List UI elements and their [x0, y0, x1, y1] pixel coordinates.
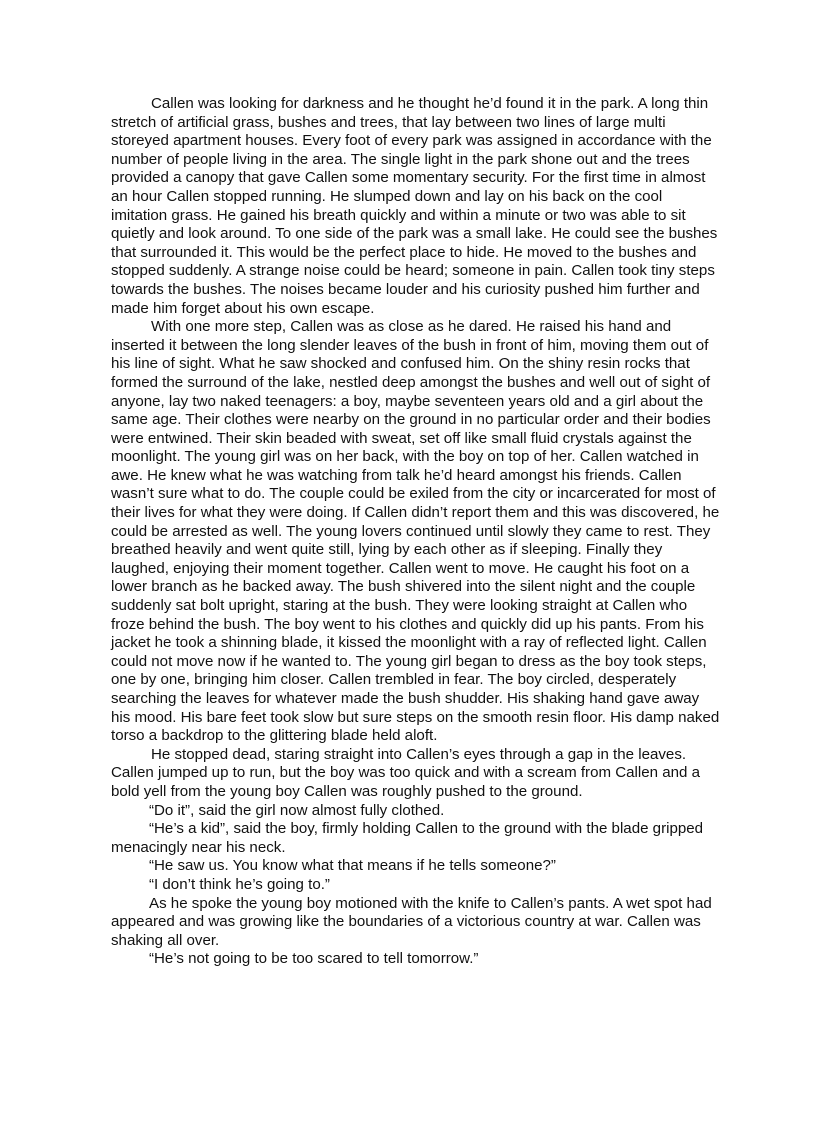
dialogue-line: “He’s a kid”, said the boy, firmly holding Callen to the ground with the blade gripped menacingly near his neck.: [111, 820, 704, 856]
dialogue-line: “He saw us. You know what that means if he tells someone?”: [149, 857, 556, 875]
paragraph-knife: As he spoke the young boy motioned with the knife to Callen’s pants. A wet spot had appeared and was growing like the boundaries of a victorious country at war. Callen was shaking all over.: [111, 894, 712, 949]
dialogue-line: “I don’t think he’s going to.”: [149, 875, 330, 893]
dialogue-line: “He’s not going to be too scared to tell tomorrow.”: [149, 950, 479, 968]
paragraph-caught: He stopped dead, staring straight into Callen’s eyes through a gap in the leaves. Callen jumped up to run, but the boy was too quick and with a scream from Callen and a bold yell from the young boy Callen was roughly pushed to the ground.: [111, 745, 700, 800]
dialogue-line: “Do it”, said the girl now almost fully clothed.: [149, 801, 445, 819]
body-text: [111, 95, 721, 969]
paragraph-bushes: With one more step, Callen was as close as he dared. He raised his hand and inserted it between the long slender leaves of the bush in front of him, moving them out of his line of sight. What he saw shocked and confused him. On the shiny resin rocks that formed the surround of the lake, nestled deep amongst the bushes and well out of sight of anyone, lay two naked teenagers: a boy, maybe seventeen years old and a girl about the same age. Their clothes were nearby on the ground in no particular order and their bodies were entwined. Their skin beaded with sweat, set off like small fluid crystals against the moonlight. The young girl was on her back, with the boy on top of her. Callen watched in awe. He knew what he was watching from talk he’d heard amongst his friends. Callen wasn’t sure what to do. The couple could be exiled from the city or incarcerated for most of their lives for what they were doing. If Callen didn’t report them and this was discovered, he could be arrested as well. The young lovers continued until slowly they came to rest. They breathed heavily and went quite still, lying by each other as if sleeping. Finally they laughed, enjoying their moment together. Callen went to move. He caught his foot on a lower branch as he backed away. The bush shivered into the silent night and the couple suddenly sat bolt upright, staring at the bush. They were looking straight at Callen who froze behind the bush. The boy went to his clothes and quickly did up his pants. From his jacket he took a shinning blade, it kissed the moonlight with a ray of reflected light. Callen could not move now if he wanted to. The young girl began to dress as the boy took steps, one by one, bringing him closer. Callen trembled in fear. The boy circled, desperately searching the leaves for whatever made the bush shudder. His shaking hand gave away his mood. His bare feet took slow but sure steps on the smooth resin floor. His damp naked torso a backdrop to the glittering blade held aloft.: [111, 318, 720, 745]
paragraph-park: Callen was looking for darkness and he thought he’d found it in the park. A long thin stretch of artificial grass, bushes and trees, that lay between two lines of large multi storeyed apartment houses. Every foot of every park was assigned in accordance with the number of people living in the area. The single light in the park shone out and the trees provided a canopy that gave Callen some momentary security. For the first time in almost an hour Callen stopped running. He slumped down and lay on his back on the cool imitation grass. He gained his breath quickly and within a minute or two was able to sit quietly and look around. To one side of the park was a small lake. He could see the bushes that surrounded it. This would be the perfect place to hide. He moved to the bushes and stopped suddenly. A strange noise could be heard; someone in pain. Callen took tiny steps towards the bushes. The noises became louder and his curiosity pushed him further and made him forget about his own escape.: [111, 95, 718, 317]
